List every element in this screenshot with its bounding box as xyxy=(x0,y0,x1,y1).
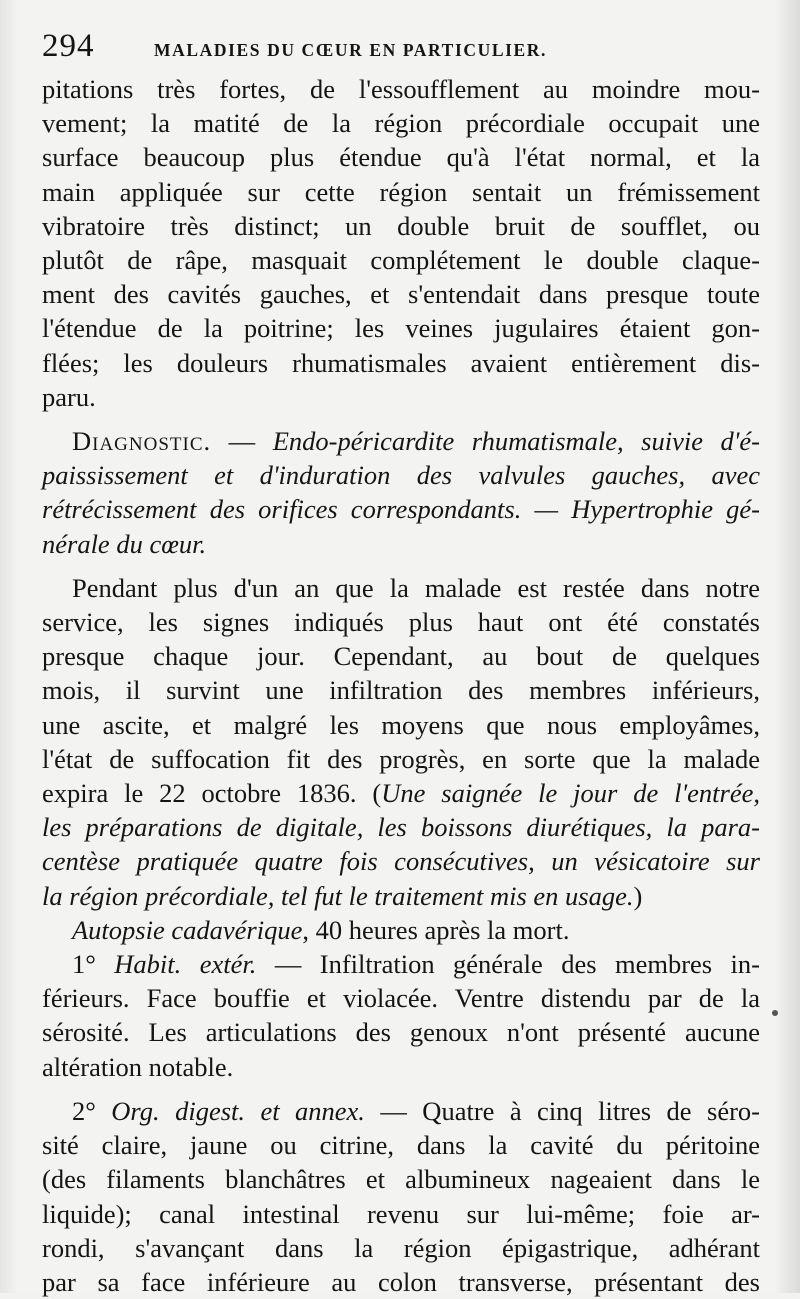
running-head xyxy=(42,28,760,68)
item-number: 2° xyxy=(72,1095,112,1126)
italic-text: les préparations de digitale, les boissons diurétiques, la para- xyxy=(42,812,760,843)
page-number: 294 xyxy=(42,28,95,64)
paragraph-autopsy xyxy=(42,913,760,947)
text-line: (des filaments blanchâtres et albumineux nageaient dans le xyxy=(42,1164,760,1195)
text-line: altération notable. xyxy=(42,1051,234,1082)
text-line: flées; les douleurs rhumatismales avaient entièrement dis- xyxy=(42,347,760,378)
text-line xyxy=(42,810,760,844)
text-line: rondi, s'avançant dans la région épigastrique, adhérant xyxy=(42,1232,760,1263)
text-line: sérosité. Les articulations des genoux n'ont présenté aucune xyxy=(42,1017,760,1048)
text-line: service, les signes indiqués plus haut ont été constatés xyxy=(42,607,760,638)
paragraph-digestive xyxy=(42,1094,760,1299)
text-line: presque chaque jour. Cependant, au bout de quelques xyxy=(42,641,760,672)
text-line: l'état de suffocation fit des progrès, en sorte que la malade xyxy=(42,743,760,774)
text-line: vibratoire très distinct; un double bruit de soufflet, ou xyxy=(42,210,760,241)
text-line xyxy=(42,1094,760,1128)
text-line: Pendant plus d'un an que la malade est restée dans notre xyxy=(72,572,760,603)
paragraph-diagnostic xyxy=(42,424,760,561)
italic-text: rétrécissement des orifices correspondants. — Hypertrophie gé- xyxy=(42,494,760,525)
item-number: 1° xyxy=(72,949,115,980)
text-line xyxy=(42,527,760,561)
italic-text: paississement et d'induration des valvules gauches, avec xyxy=(42,460,760,491)
italic-text: centèse pratiquée quatre fois consécutives, un vésicatoire sur xyxy=(42,846,760,877)
text-line: une ascite, et malgré les moyens que nous employâmes, xyxy=(42,709,760,740)
text-line: ment des cavités gauches, et s'entendait dans presque toute xyxy=(42,279,760,310)
text-line: paru. xyxy=(42,381,96,412)
text-line: férieurs. Face bouffie et violacée. Ventre distendu par de la xyxy=(42,983,760,1014)
closing-paren: ) xyxy=(633,880,643,911)
text-line xyxy=(42,492,760,526)
italic-text: la région précordiale, tel fut le traitement mis en usage. xyxy=(42,880,634,911)
text-line xyxy=(42,844,760,878)
dash: — xyxy=(211,426,273,457)
text-line xyxy=(42,424,760,458)
text-line: mois, il survint une infiltration des membres inférieurs, xyxy=(42,675,760,706)
section-heading: Org. digest. et annex. xyxy=(111,1095,365,1126)
ink-speck xyxy=(772,1010,778,1016)
text-line xyxy=(42,458,760,492)
autopsy-heading: Autopsie cadavérique xyxy=(72,914,303,945)
text-line xyxy=(42,879,760,913)
text-line xyxy=(42,947,760,981)
diagnostic-text: Endo-péricardite rhumatismale, suivie d'é- xyxy=(272,426,760,457)
text-line: plutôt de râpe, masquait complétement le double claque- xyxy=(42,245,760,276)
running-title: MALADIES DU CŒUR EN PARTICULIER. xyxy=(154,40,547,60)
paragraph-habitus xyxy=(42,947,760,1084)
section-heading: Habit. extér. xyxy=(114,949,257,980)
text-line: par sa face inférieure au colon transverse, présentant des xyxy=(42,1266,760,1297)
text-line xyxy=(42,776,760,810)
text-line: sité claire, jaune ou citrine, dans la cavité du péritoine xyxy=(42,1130,760,1161)
diagnostic-label: Diagnostic. xyxy=(72,426,212,457)
text-line: main appliquée sur cette région sentait un frémissement xyxy=(42,176,760,207)
italic-text: Une saignée le jour de l'entrée, xyxy=(381,778,760,809)
text-line: surface beaucoup plus étendue qu'à l'état normal, et la xyxy=(42,142,760,173)
paragraph-course xyxy=(42,571,760,913)
roman-text: — Quatre à cinq litres de séro- xyxy=(364,1095,760,1126)
roman-text: — Infiltration générale des membres in- xyxy=(256,949,760,980)
roman-text: , 40 heures après la mort. xyxy=(302,914,570,945)
italic-text: nérale du cœur. xyxy=(42,528,207,559)
text-line: liquide); canal intestinal revenu sur lui-même; foie ar- xyxy=(42,1198,760,1229)
roman-text: expira le 22 octobre 1836. ( xyxy=(42,778,382,809)
text-line: pitations très fortes, de l'essoufflement au moindre mou- xyxy=(42,74,760,104)
text-line: l'étendue de la poitrine; les veines jugulaires étaient gon- xyxy=(42,313,760,344)
text-line xyxy=(42,913,760,947)
paragraph-symptoms xyxy=(42,72,760,414)
body-text xyxy=(42,72,760,1299)
text-line: vement; la matité de la région précordiale occupait une xyxy=(42,108,760,139)
